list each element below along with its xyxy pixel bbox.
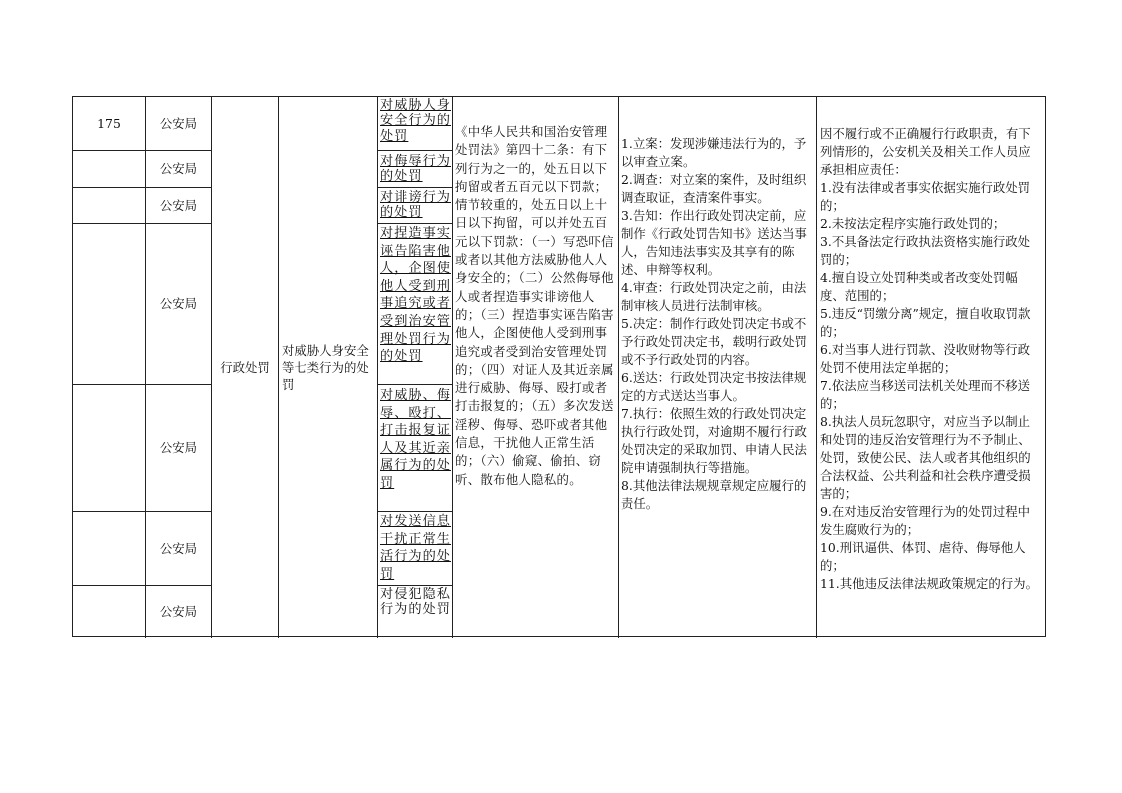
department-label: 公安局 [159,161,198,176]
procedure-step: 7.执行：依照生效的行政处罚决定执行行政处罚，对逾期不履行行政处罚决定的采取加罚、申请人民法院申请强制执行等措施。 [621,406,807,475]
procedure-step: 2.调查：对立案的案件，及时组织调查取证，查清案件事实。 [621,172,807,205]
power-type-cell [212,97,279,638]
authority-table [72,96,1046,637]
department-label: 公安局 [159,115,198,131]
procedure-step: 3.告知：作出行政处罚决定前，应制作《行政处罚告知书》送达当事人，告知违法事实及其享有的陈述、申辩等权利。 [621,208,807,277]
sub-item-cell [378,224,453,385]
department-cell [146,224,212,385]
liability-item: 8.执法人员玩忽职守，对应当予以制止和处罚的违反治安管理行为不予制止、处罚，致使公民、法人或者其他组织的合法权益、公共利益和社会秩序遭受损害的； [820,414,1031,501]
power-name: 对威胁人身安全等七类行为的处罚 [282,343,369,392]
procedure-step: 6.送达：行政处罚决定书按法律规定的方式送达当事人。 [621,370,807,403]
empty-number-cell [73,385,146,512]
row-number-cell [73,97,146,151]
sub-item-cell [378,512,453,586]
department-cell [146,586,212,638]
procedure-cell [619,97,817,638]
legal-basis-text: 《中华人民共和国治安管理处罚法》第四十二条：有下列行为之一的，处五日以下拘留或者五百元以下罚款；情节较重的，处五日以上十日以下拘留，可以并处五百元以下罚款：（一）写恐吓信或者以其他方法威胁他人人身安全的；（二）公然侮辱他人或者捏造事实诽谤他人的；（三）捏造事实诬告陷害他人，企图使他人受到刑事追究或者受到治安管理处罚的；（四）对证人及其近亲属进行威胁、侮辱、殴打或者打击报复的；（五）多次发送淫秽、侮辱、恐吓或者其他信息，干扰他人正常生活的；（六）偷窥、偷拍、窃听、散布他人隐私的。 [455,124,614,487]
department-cell [146,385,212,512]
department-cell [146,188,212,224]
empty-number-cell [73,188,146,224]
sub-item-text: 对捏造事实诬告陷害他人，企图使他人受到刑事追究或者受到治安管理处罚行为的处罚 [380,226,451,365]
liability-item: 3.不具备法定行政执法资格实施行政处罚的； [820,234,1031,267]
procedure-step: 4.审查：行政处罚决定之前，由法制审核人员进行法制审核。 [621,280,807,313]
row-number: 175 [97,116,121,131]
power-name-cell [279,97,378,638]
liability-intro: 因不履行或不正确履行行政职责，有下列情形的，公安机关及相关工作人员应承担相应责任： [820,126,1031,177]
liability-item: 4.擅自设立处罚种类或者改变处罚幅度、范围的； [820,270,1018,303]
department-cell [146,151,212,188]
sub-item-cell [378,188,453,224]
sub-item-text: 对侮辱行为的处罚 [380,154,451,185]
sub-item-cell [378,586,453,638]
department-label: 公安局 [159,296,198,311]
empty-number-cell [73,586,146,638]
sub-item-cell [378,151,453,188]
procedure-step: 8.其他法律法规规章规定应履行的责任。 [621,478,807,511]
liability-item: 1.没有法律或者事实依据实施行政处罚的； [820,180,1031,213]
department-label: 公安局 [159,197,198,213]
liability-item: 7.依法应当移送司法机关处理而不移送的； [820,378,1031,411]
empty-number-cell [73,224,146,385]
department-label: 公安局 [159,604,198,619]
sub-item-text: 对侵犯隐私行为的处罚 [380,587,451,618]
empty-number-cell [73,512,146,586]
department-label: 公安局 [159,540,198,556]
procedure-step: 1.立案：发现涉嫌违法行为的，予以审查立案。 [621,136,807,169]
sub-item-text: 对威胁、侮辱、殴打、打击报复证人及其近亲属行为的处罚 [380,388,451,491]
department-cell [146,97,212,151]
sub-item-cell [378,97,453,151]
liability-item: 5.违反“罚缴分离”规定，擅自收取罚款的； [820,306,1031,339]
power-type: 行政处罚 [220,359,270,375]
liability-item: 11.其他违反法律法规政策规定的行为。 [820,576,1038,591]
liability-item: 6.对当事人进行罚款、没收财物等行政处罚不使用法定单据的； [820,342,1031,375]
liability-cell [817,97,1045,638]
department-label: 公安局 [159,440,198,455]
procedure-step: 5.决定：制作行政处罚决定书或不予行政处罚决定书，载明行政处罚或不予行政处罚的内容。 [621,316,807,367]
empty-number-cell [73,151,146,188]
legal-basis-cell [453,97,619,638]
department-cell [146,512,212,586]
sub-item-text: 对威胁人身安全行为的处罚 [380,98,451,144]
liability-item: 9.在对违反治安管理行为的处罚过程中发生腐败行为的； [820,504,1031,537]
liability-item: 2.未按法定程序实施行政处罚的； [820,216,1006,231]
sub-item-text: 对发送信息干扰正常生活行为的处罚 [380,514,451,582]
sub-item-text: 对诽谤行为的处罚 [380,190,451,221]
sub-item-cell [378,385,453,512]
liability-item: 10.刑讯逼供、体罚、虐待、侮辱他人的； [820,540,1026,573]
